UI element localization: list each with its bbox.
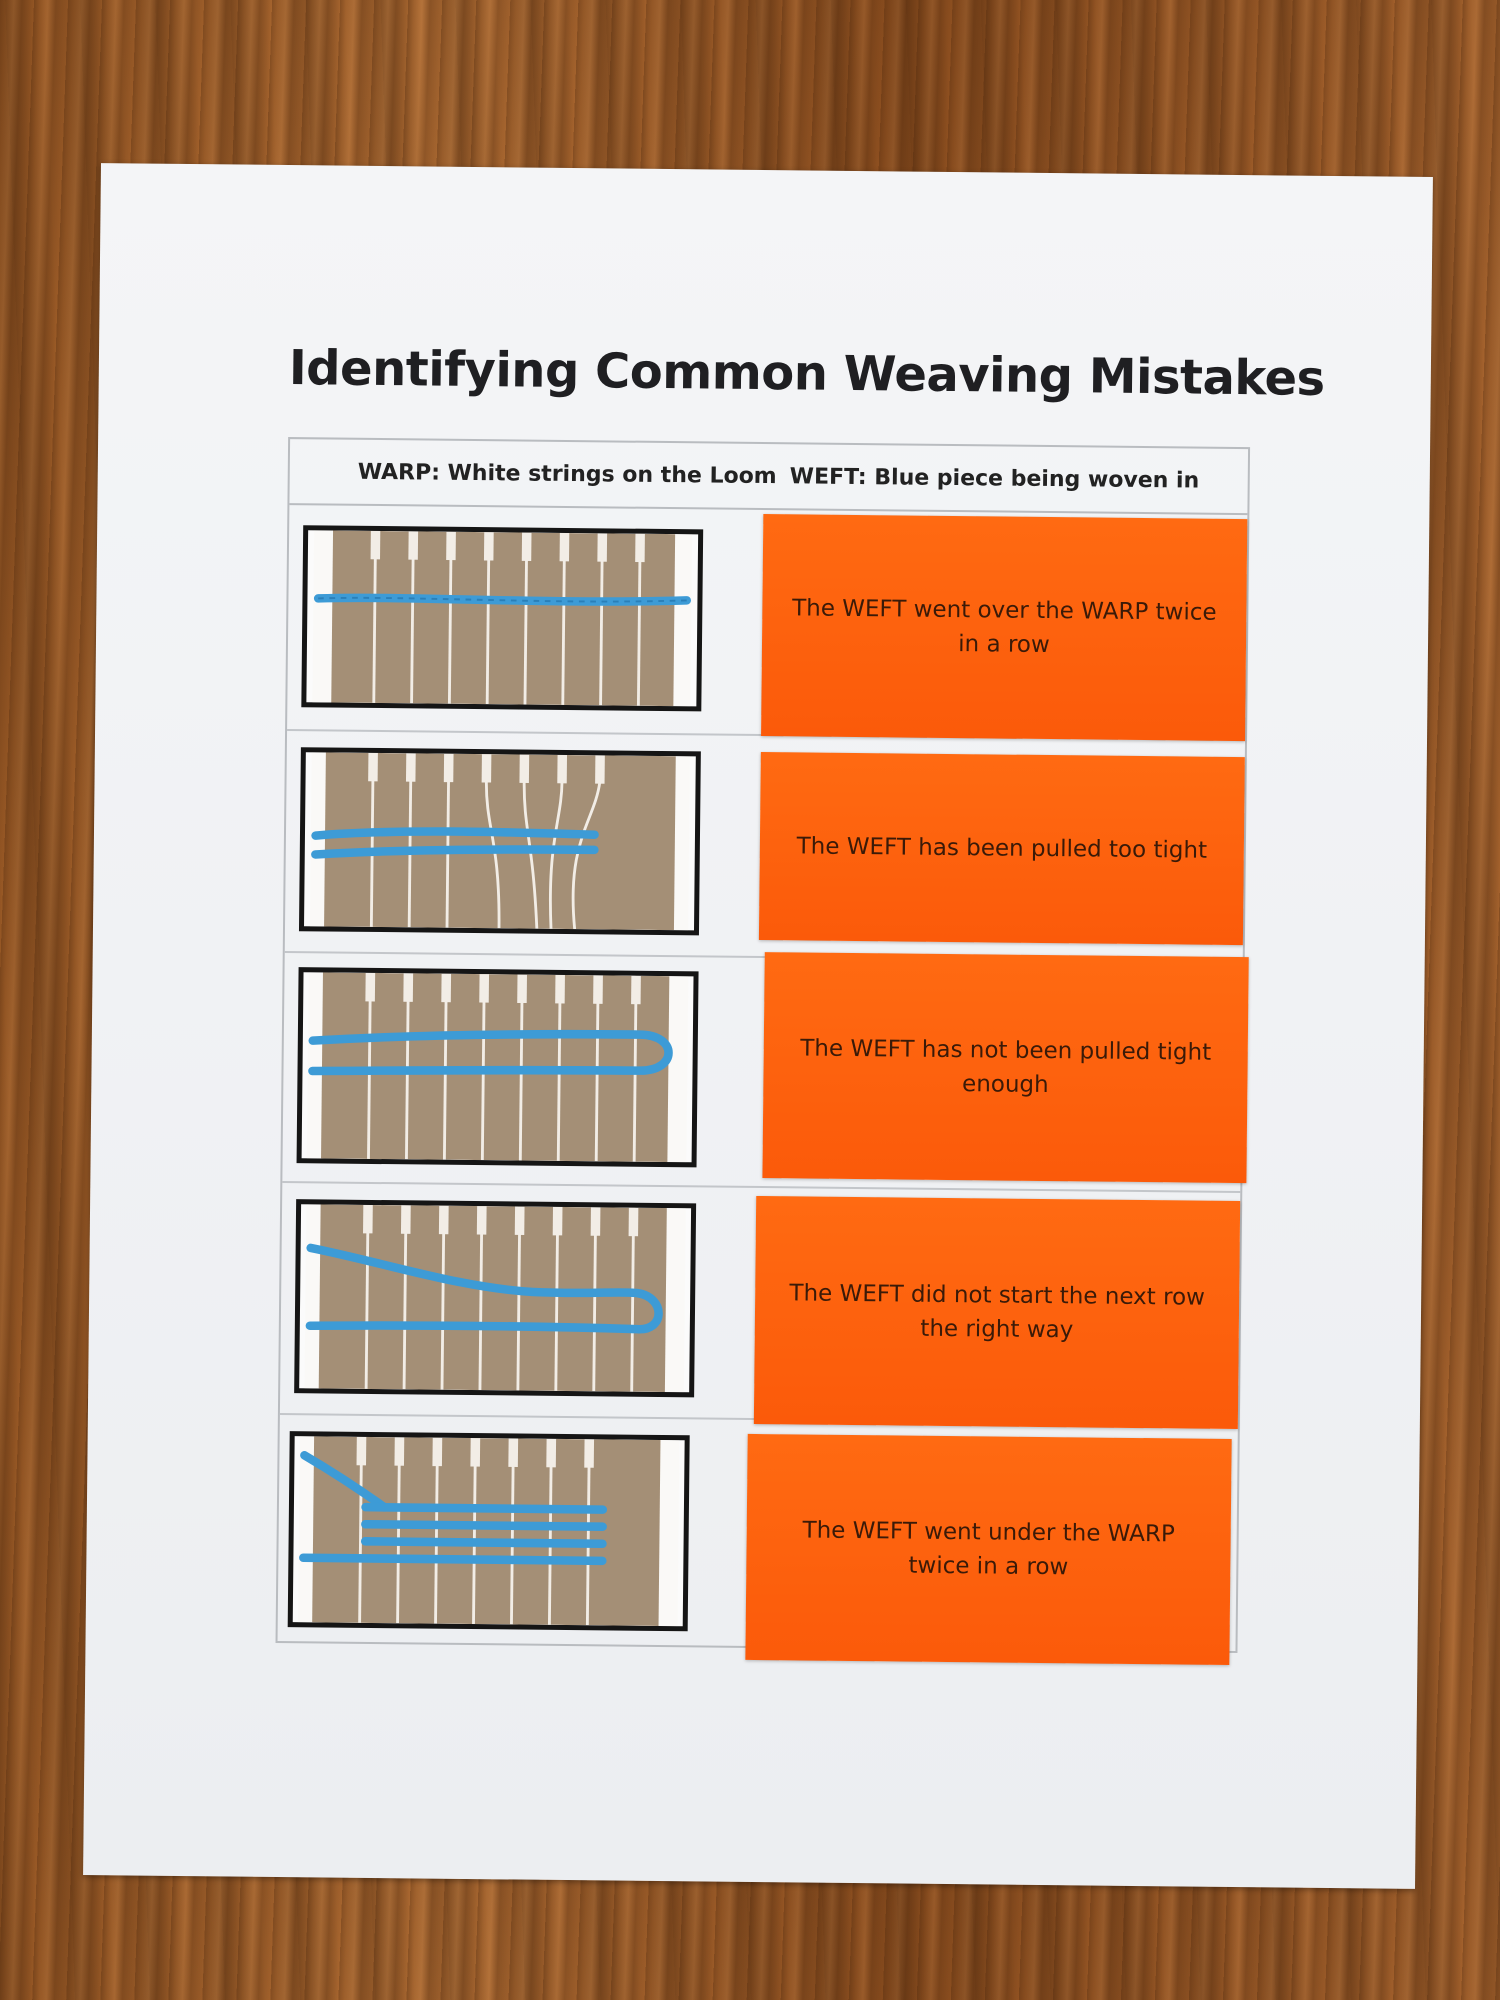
loom-photo-not-tight-enough	[297, 967, 699, 1167]
mistake-card-4	[754, 1196, 1240, 1429]
mistakes-table	[276, 437, 1251, 1653]
weft-definition: WEFT: Blue piece being woven in	[789, 464, 1200, 494]
mistake-text: The WEFT did not start the next row the right way	[789, 1280, 1206, 1344]
loom-photo-too-tight	[299, 747, 701, 935]
page-title: Identifying Common Weaving Mistakes	[288, 340, 1325, 407]
loom-illustration	[302, 972, 694, 1162]
worksheet-paper	[83, 163, 1433, 1889]
mistake-text: The WEFT went under the WARP twice in a row	[802, 1517, 1175, 1581]
loom-illustration	[304, 752, 696, 930]
mistake-card-2	[759, 752, 1245, 945]
loom-illustration	[293, 1436, 685, 1626]
mistake-text: The WEFT went over the WARP twice in a row	[792, 595, 1217, 659]
mistake-card-5	[745, 1434, 1231, 1665]
loom-illustration	[299, 1204, 691, 1392]
row-divider	[282, 1181, 1240, 1193]
mistake-card-1	[761, 514, 1247, 741]
warp-definition: WARP: White strings on the Loom	[357, 459, 777, 490]
mistake-text: The WEFT has been pulled too tight	[796, 833, 1208, 864]
table-header	[289, 439, 1248, 515]
loom-photo-wrong-start	[294, 1199, 696, 1397]
loom-photo-under-twice	[288, 1431, 690, 1631]
mistake-card-3	[762, 952, 1248, 1183]
mistake-text: The WEFT has not been pulled tight enough	[800, 1035, 1212, 1099]
loom-illustration	[306, 530, 698, 706]
loom-photo-over-twice	[301, 525, 703, 711]
